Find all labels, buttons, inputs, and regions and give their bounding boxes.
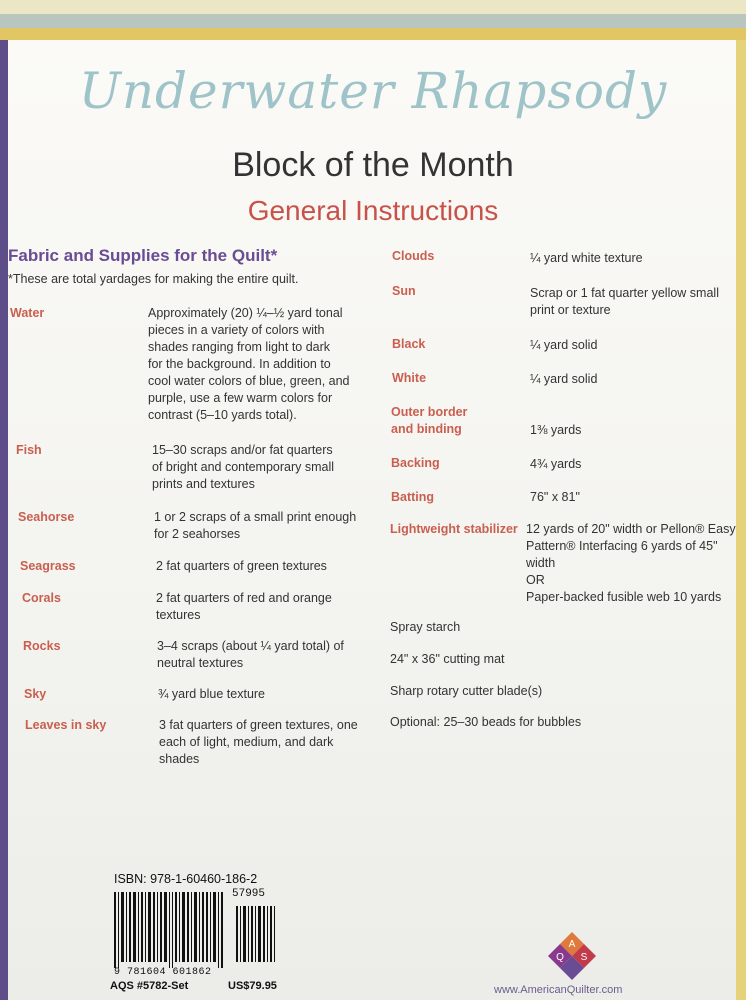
- barcode-block: [110, 872, 290, 997]
- supply-value: ¾ yard blue texture: [158, 687, 266, 701]
- supply-value: Scrap or 1 fat quarter yellow small print or texture: [530, 286, 719, 317]
- logo-letter: S: [580, 952, 588, 963]
- barcode-icon: [114, 892, 284, 968]
- logo-letter: Q: [556, 952, 564, 963]
- supply-label: Seagrass: [20, 559, 76, 573]
- price: US$79.95: [228, 980, 277, 992]
- product-code: AQS #5782-Set: [110, 980, 189, 992]
- gold-stripe: [0, 28, 746, 40]
- supply-label: Lightweight stabilizer: [390, 522, 518, 536]
- supply-label: Seahorse: [18, 510, 75, 524]
- supply-label: Corals: [22, 591, 61, 605]
- section-heading: Fabric and Supplies for the Quilt*: [8, 246, 278, 265]
- supply-value: 15–30 scraps and/or fat quarters of bright and contemporary small prints and textures: [152, 443, 335, 491]
- page-title: Block of the Month: [232, 146, 514, 184]
- addon-digits: 57995: [232, 888, 266, 900]
- supply-label: Outer border and binding: [391, 405, 468, 436]
- supply-value: 2 fat quarters of red and orange textures: [156, 591, 332, 622]
- page-subtitle: General Instructions: [247, 195, 499, 226]
- logo-letter: A: [568, 939, 576, 950]
- supply-value: ¼ yard solid: [530, 338, 598, 352]
- supply-label: Fish: [16, 443, 42, 457]
- extra-supply: Optional: 25–30 beads for bubbles: [390, 715, 582, 729]
- isbn-text: ISBN: 978-1-60460-186-2: [114, 872, 258, 886]
- supply-label: Rocks: [23, 639, 61, 653]
- supply-label: Water: [10, 306, 45, 320]
- supply-value: 4¾ yards: [530, 457, 582, 471]
- supply-label: Clouds: [392, 249, 435, 263]
- supply-value: 1⅜ yards: [530, 423, 582, 437]
- supply-label: Sun: [392, 284, 416, 298]
- supply-label: Backing: [391, 456, 440, 470]
- supply-value: ¼ yard solid: [530, 372, 598, 386]
- section-note: *These are total yardages for making the entire quilt.: [8, 272, 299, 286]
- supply-label: Leaves in sky: [25, 718, 107, 732]
- script-title: Underwater Rhapsody: [78, 62, 668, 120]
- website-link[interactable]: www.AmericanQuilter.com: [494, 984, 623, 996]
- supply-value: 12 yards of 20" width or Pellon® Easy Pattern® Interfacing 6 yards of 45" width OR Paper-backed fusible web 10 yards: [526, 522, 736, 604]
- extra-supply: Spray starch: [390, 620, 461, 634]
- supply-label: Batting: [391, 490, 435, 504]
- supply-value: 76" x 81": [530, 490, 580, 504]
- supply-label: White: [392, 371, 427, 385]
- top-border: [0, 0, 746, 40]
- supply-label: Sky: [24, 687, 47, 701]
- extra-supply: 24" x 36" cutting mat: [390, 652, 505, 666]
- supply-value: 3 fat quarters of green textures, one each of light, medium, and dark shades: [159, 718, 358, 766]
- supply-value: 1 or 2 scraps of a small print enough for 2 seahorses: [154, 510, 357, 541]
- aqs-logo-icon: [546, 930, 598, 982]
- teal-stripe: [0, 14, 746, 28]
- supply-value: ¼ yard white texture: [530, 251, 643, 265]
- supply-label: Black: [392, 337, 426, 351]
- supply-value: 2 fat quarters of green textures: [156, 559, 327, 573]
- extra-supply: Sharp rotary cutter blade(s): [390, 684, 543, 698]
- supply-value: 3–4 scraps (about ¼ yard total) of neutral textures: [157, 639, 344, 670]
- barcode-digits: 9 781604 601862: [114, 967, 212, 978]
- supply-value: Approximately (20) ¼–½ yard tonal pieces in a variety of colors with shades ranging from light to dark for the background. In addition to cool water colors of blue, green, and purple, use a few warm colors for contrast (5–10 yards total).: [148, 306, 350, 422]
